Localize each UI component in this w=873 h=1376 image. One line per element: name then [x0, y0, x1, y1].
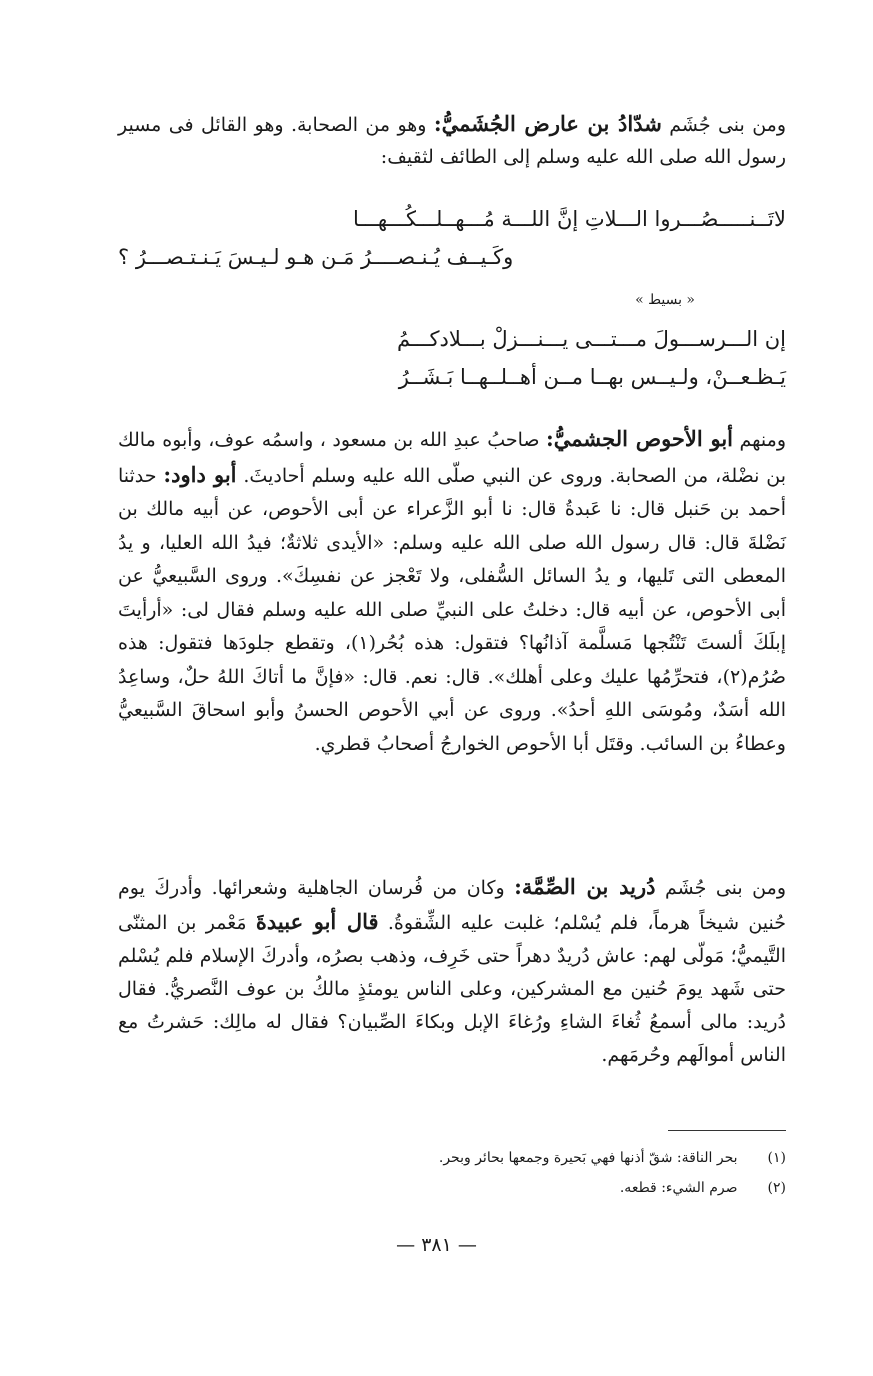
- verse-2-hemistich-1: إن الـــرســـولَ مـــتـــى يـــنـــزلْ بـــلادكـــمُ: [397, 327, 786, 351]
- paragraph-shaddad: [118, 108, 786, 173]
- footnote-number: (١): [767, 1150, 786, 1166]
- paragraph-body: وكان من فُرسان الجاهلية وشعرائها. وأدركَ يوم حُنين شيخاً هرماً، فلم يُسْلم؛ غلبت عليه الشِّقوةُ.: [118, 877, 786, 934]
- source-abu-dawud: أبو داود:: [163, 461, 237, 487]
- footnote-2: [118, 1174, 786, 1202]
- source-abu-ubayda: قال أبو عبيدةَ: [255, 909, 379, 934]
- footnote-text: بحر الناقة: شقّ أذنها فهي بَحيرة وجمعها بحائر وبحر.: [438, 1150, 738, 1166]
- page-number: — ٣٨١ —: [396, 1234, 477, 1256]
- footnote-1: [118, 1144, 786, 1172]
- paragraph-intro: ومنهم: [739, 429, 786, 451]
- verse-1-hemistich-2: وكَـيــف يُـنـصــــرُ مَـن هـو لـيـسَ يَـنـتـصـــرُ ؟: [118, 245, 514, 269]
- paragraph-intro: ومن بنى جُشَم: [669, 114, 787, 136]
- person-name-durayd: دُريد بن الصِّمَّة:: [514, 874, 656, 899]
- verse-block-1: [118, 200, 786, 276]
- footnote-text: صرم الشيء: قطعه.: [619, 1180, 738, 1196]
- paragraph-body-continued: مَعْمر بن المثنّى التَّيميُّ؛ مَولّى لهم: عاش دُريدٌ دهراً حتى خَرِف، وذهب بصرُه، وأدركَ الإسلام فلم يُسْلم حتى شَهد يومَ حُنين مع المشركين، وعلى الناس يومئذٍ مالكُ بن عوف النَّصريُّ. فقال دُريد: مالى أسمعُ ثُغاءَ الشاءِ ورُغاءَ الإبل وبكاءَ الصِّبيان؟ فقال له مالِك: حَشرتُ مع الناس أموالَهم وحُرمَهم.: [118, 912, 786, 1066]
- verse-2-hemistich-2: يَـظـعــنْ، ولـيــس بهــا مــن أهــلــهــا بَـشَــرُ: [398, 365, 786, 389]
- paragraph-body: صاحبُ عبدِ الله بن مسعود ، واسمُه عوف، وأبوه مالك بن نضْلة، من الصحابة. وروى عن النبي صلّى الله عليه وسلم أحاديثَ.: [118, 429, 786, 487]
- verse-1-hemistich-1: لاتَــنـــــصُـــروا الـــلاتِ إنَّ اللـــة مُـــهــلـــكُـــهـــا: [353, 207, 786, 231]
- footnote-number: (٢): [767, 1180, 786, 1196]
- paragraph-intro: ومن بنى جُشَم: [665, 877, 787, 899]
- person-name-shaddad: شدّادُ بن عارض الجُشَميُّ:: [433, 111, 662, 136]
- paragraph-body-continued: حدثنا أحمد بن حَنبل قال: نا عَبدةُ قال: نا أبو الزَّعراء عن أبى الأحوص، عن أبيه مالك بن نَضْلةَ قال: قال رسول الله صلى الله عليه وسلم: «الأيدى ثلاثةٌ؛ فيدُ الله العليا، و يدُ المعطى التى تَليها، و يدُ السائل السُّفلى، ولا تَعْجز عن نفسِكَ». وروى السَّبيعيُّ عن أبى الأحوص، عن أبيه قال: دخلتُ على النبيِّ صلى الله عليه وسلم فقال لى: «أرأيتَ إبلَكَ ألستَ تَنْتُجها مَسلَّمة آذانُها؟ فتقول: هذه بُحُر(١)، وتقطع جلودَها فتقول: هذه صُرُم(٢)، فتحرِّمُها عليك وعلى أهلك». قال: نعم. قال: «فإنَّ ما أتاكَ اللهُ حلٌ، وساعِدُ الله أسَدٌ، ومُوسَى اللهِ أحدُ». وروى عن أبي الأحوص الحسنُ وأبو اسحاقَ السَّبيعيُّ وعطاءُ بن السائب. وقتَل أبا الأحوص الخوارجُ أصحابُ قطري.: [118, 464, 786, 755]
- person-name-abu-al-ahwas: أبو الأحوص الجشميُّ:: [546, 426, 734, 451]
- footnote-divider: [668, 1130, 786, 1131]
- paragraph-durayd: [118, 870, 786, 1072]
- verse-block-2: [118, 320, 786, 396]
- meter-label: « بسيط »: [635, 292, 695, 308]
- paragraph-body: وهو من الصحابة. وهو القائل فى مسير رسول الله صلى الله عليه وسلم إلى الطائف لثقيف:: [118, 114, 786, 168]
- paragraph-abu-al-ahwas: [118, 422, 786, 761]
